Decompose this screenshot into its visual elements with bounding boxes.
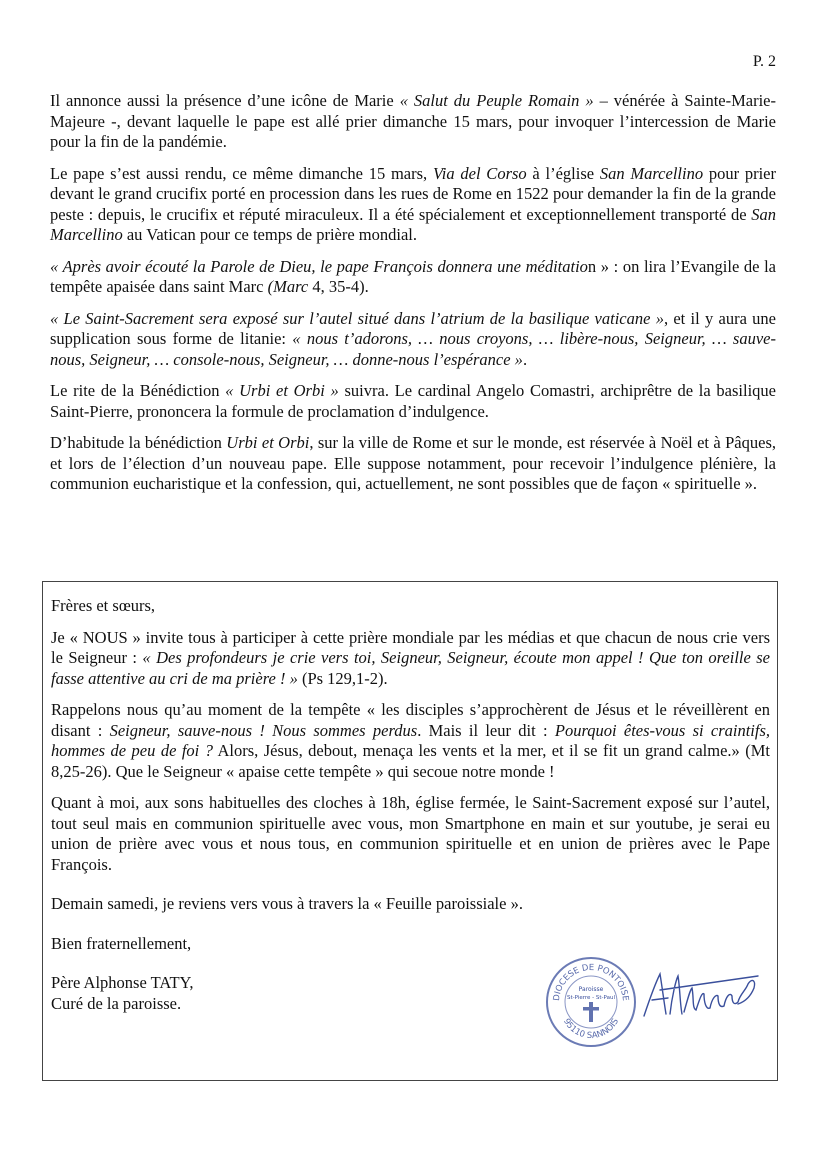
paragraph (50, 91, 776, 153)
letter-sign-off: Bien fraternellement, (51, 933, 192, 953)
text-run: , sur la ville de Rome et sur le monde, est réservée à Noël et à Pâques, et lors de l’élection d’un nouveau pape. Elle suppose notamment, pour recevoir l’indulgence plénière, la communion eucharistique et la confession, qui, actuellement, ne sont possibles que de façon « spirituelle ». (50, 433, 776, 493)
text-run: D’habitude la bénédiction (50, 433, 227, 452)
italic-text: « nous t’adorons, … nous croyons, … libère-nous, Seigneur, … sauve-nous, Seigneur, … console-nous, Seigneur, … donne-nous l’espérance » (50, 329, 776, 369)
italic-text: San Marcellino (50, 204, 776, 244)
author-name: Père Alphonse TATY, (51, 973, 194, 992)
italic-text: « Après avoir écouté la Parole de Dieu, le pape François donnera une méditatio (50, 256, 588, 276)
paragraph (50, 309, 776, 371)
text-run: Quant à moi, aux sons habituelles des cloches à 18h, église fermée, le Saint-Sacrement exposé sur l’autel, tout seul mais en communion spirituelle avec vous, mon Smartphone en main et sur youtube, je serai eu union de prière avec vous et nous tous, en communion spirituelle et en union de prières avec le Pape François. (51, 793, 770, 874)
text-run: , et il y aura une supplication sous forme de litanie: (50, 308, 776, 348)
author-title: Curé de la paroisse. (51, 993, 182, 1013)
italic-text: « Des profondeurs je crie vers toi, Seigneur, Seigneur, écoute mon appel ! Que ton oreille se fasse attentive au cri de ma prière ! » (51, 648, 770, 688)
text-run: 4, 35-4). (308, 277, 369, 296)
text-run: suivra. Le cardinal Angelo Comastri, archiprêtre de la basilique Saint-Pierre, prononcera la formule de proclamation d’indulgence. (50, 381, 776, 421)
stamp-top-text: DIOCESE DE PONTOISE (551, 962, 631, 1002)
text-run: Rappelons nous qu’au moment de la tempête « les disciples s’approchèrent de Jésus et le réveillèrent en disant : (51, 700, 770, 740)
italic-text: Pourquoi êtes-vous si craintifs, hommes de peu de foi ? (51, 720, 771, 760)
text-run: (Ps 129,1-2). (297, 668, 388, 688)
parish-stamp (545, 956, 637, 1048)
italic-text: San Marcellino (599, 163, 704, 183)
text-run: . Mais il leur dit : (417, 720, 555, 740)
italic-text: « Salut du Peuple Romain » (399, 91, 594, 110)
letter-paragraph (51, 793, 770, 875)
letter-greeting: Frères et sœurs, (51, 596, 156, 615)
text-run: Je « NOUS » invite tous à participer à cette prière mondiale par les médias et que chacun de nous crie vers le Seigneur : (51, 627, 770, 667)
text-run: Il annonce aussi la présence d’une icône de Marie (50, 91, 400, 110)
italic-text: Via del Corso (432, 163, 527, 183)
letter-paragraph (51, 700, 770, 782)
paragraph (50, 164, 776, 246)
text-run: Alors, Jésus, debout, menaça les vents et la mer, et il se fit un grand calme.» (Mt 8,25-26). Que le Seigneur « apaise cette tempête » qui secoue notre monde ! (51, 741, 770, 781)
paragraph (50, 381, 776, 422)
text-run: . (522, 349, 528, 369)
italic-text: « Urbi et Orbi » (225, 381, 339, 400)
letter-paragraph (51, 628, 770, 690)
text-run: n » : on lira l’Evangile de la tempête apaisée dans saint Marc (50, 256, 776, 296)
letter-closing-line: Demain samedi, je reviens vers vous à travers la « Feuille paroissiale ». (51, 894, 523, 913)
text-run: Le pape s’est aussi rendu, ce même dimanche 15 mars, (50, 163, 433, 183)
paragraph (50, 257, 776, 298)
italic-text: Seigneur, sauve-nous ! Nous sommes perdus (109, 720, 418, 740)
italic-text: Urbi et Orbi (226, 433, 310, 452)
cross-icon (583, 1002, 599, 1022)
handwritten-signature (640, 968, 762, 1022)
text-run: au Vatican pour ce temps de prière mondial. (122, 225, 418, 244)
text-run: pour prier devant le grand crucifix porté en procession dans les rues de Rome en 1522 pour demander la fin de la grande peste : depuis, le crucifix et réputé miraculeux. Il a été spécialement et exceptionnellement transporté de (50, 163, 776, 224)
stamp-line1: Paroisse (578, 986, 604, 993)
letter-content (51, 596, 770, 1014)
text-run: à l’église (526, 163, 600, 183)
stamp-bottom-text: 95110 SANNOIS (560, 1016, 622, 1042)
italic-text: (Marc (267, 277, 309, 296)
article-body (50, 91, 776, 506)
italic-text: « Le Saint-Sacrement sera exposé sur l’autel situé dans l’atrium de la basilique vaticane » (50, 308, 664, 328)
paragraph (50, 433, 776, 495)
text-run: Le rite de la Bénédiction (50, 381, 226, 400)
text-run: – vénérée à Sainte-Marie-Majeure -, devant laquelle le pape est allé prier dimanche 15 mars, pour invoquer l’intercession de Marie pour la fin de la pandémie. (50, 91, 776, 151)
page-number: P. 2 (752, 53, 776, 70)
stamp-line2: St-Pierre - St-Paul (567, 995, 615, 1001)
